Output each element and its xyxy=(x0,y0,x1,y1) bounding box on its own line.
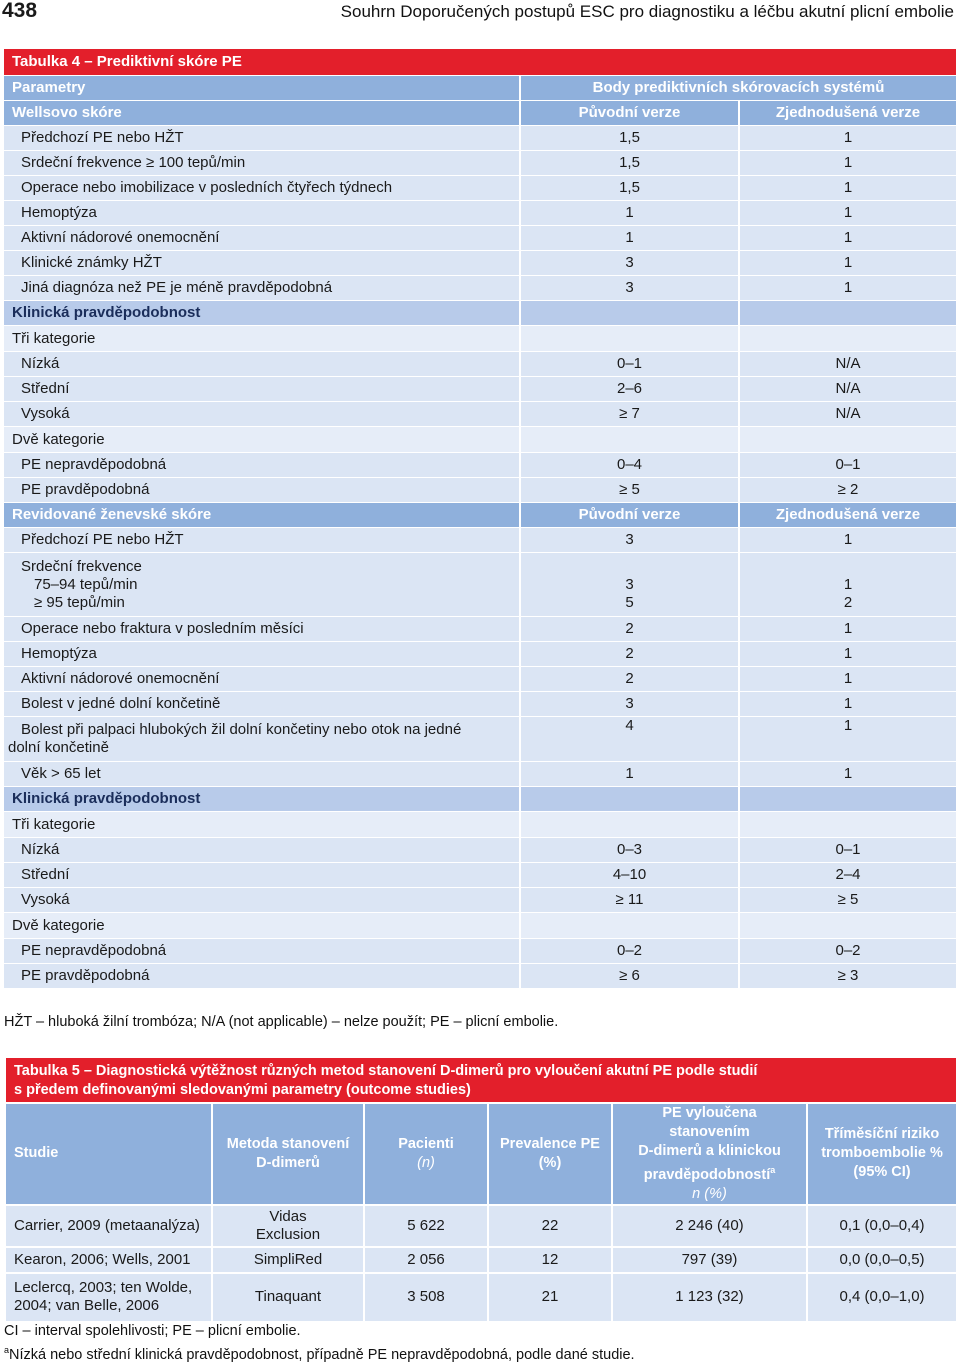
studie-cell: Leclercq, 2003; ten Wolde, 2004; van Belle, 2006 xyxy=(5,1273,212,1322)
simplified-version-cell: 1 xyxy=(739,226,956,251)
score-header-row xyxy=(4,503,956,528)
original-version-cell: 0–3 xyxy=(520,838,739,863)
table-row xyxy=(4,617,956,642)
parameter-cell: PE pravděpodobná xyxy=(4,964,520,989)
original-version-cell: 2 xyxy=(520,667,739,692)
original-version-cell: 3 xyxy=(520,528,739,553)
simplified-version-cell: N/A xyxy=(739,377,956,402)
simplified-version-cell: N/A xyxy=(739,352,956,377)
original-version-cell: 3 5 xyxy=(520,553,739,617)
running-title: Souhrn Doporučených postupů ESC pro diagnostiku a léčbu akutní plicní embolie xyxy=(340,2,954,21)
simplified-version-cell: 1 xyxy=(739,528,956,553)
studie-cell: Kearon, 2006; Wells, 2001 xyxy=(5,1247,212,1273)
table-4-predictive-scores xyxy=(4,48,956,989)
parameter-cell: Aktivní nádorové onemocnění xyxy=(4,226,520,251)
simplified-version-cell: 1 xyxy=(739,201,956,226)
original-version-cell: 4–10 xyxy=(520,863,739,888)
table-row xyxy=(4,176,956,201)
table-row xyxy=(4,888,956,913)
column-header-riziko: Tříměsíční riziko tromboembolie % (95% CI) xyxy=(807,1103,957,1205)
table-4-footnote: HŽT – hluboká žilní trombóza; N/A (not applicable) – nelze použít; PE – plicní embolie. xyxy=(4,1014,559,1030)
parameter-cell: Wellsovo skóre xyxy=(4,101,520,126)
table-row xyxy=(5,1205,957,1247)
simplified-version-cell: 0–1 xyxy=(739,453,956,478)
table-row xyxy=(4,126,956,151)
table-row xyxy=(4,553,956,617)
column-header-metoda: Metoda stanovení D-dimerů xyxy=(212,1103,364,1205)
column-header-parameters: Parametry xyxy=(4,76,520,101)
table-4-header-row xyxy=(4,76,956,101)
table-5-title: Tabulka 5 – Diagnostická výtěžnost různých metod stanovení D-dimerů pro vyloučení akutní PE podle studií s předem definovanými sledovanými parametry (outcome studies) xyxy=(5,1057,957,1103)
prevalence-cell: 12 xyxy=(488,1247,612,1273)
column-header-pacienti: Pacienti (n) xyxy=(364,1103,488,1205)
riziko-cell: 0,0 (0,0–0,5) xyxy=(807,1247,957,1273)
simplified-version-cell: 2–4 xyxy=(739,863,956,888)
column-header-points: Body prediktivních skórovacích systémů xyxy=(520,76,956,101)
table-row xyxy=(4,964,956,989)
original-version-cell xyxy=(520,812,739,838)
parameter-cell: PE nepravděpodobná xyxy=(4,453,520,478)
metoda-cell: SimpliRed xyxy=(212,1247,364,1273)
parameter-cell: Srdeční frekvence ≥ 100 tepů/min xyxy=(4,151,520,176)
parameter-cell: Jiná diagnóza než PE je méně pravděpodobná xyxy=(4,276,520,301)
column-header-studie: Studie xyxy=(5,1103,212,1205)
subsection-row xyxy=(4,812,956,838)
simplified-version-cell: ≥ 5 xyxy=(739,888,956,913)
vyloucena-cell: 2 246 (40) xyxy=(612,1205,807,1247)
simplified-version-cell: 1 xyxy=(739,617,956,642)
parameter-cell: Vysoká xyxy=(4,888,520,913)
parameter-cell: Hemoptýza xyxy=(4,642,520,667)
original-version-cell: 1 xyxy=(520,762,739,787)
simplified-version-cell: ≥ 3 xyxy=(739,964,956,989)
table-4-title-row xyxy=(4,49,956,76)
original-version-cell: 2 xyxy=(520,642,739,667)
simplified-version-cell: ≥ 2 xyxy=(739,478,956,503)
table-row xyxy=(4,251,956,276)
table-row xyxy=(4,453,956,478)
subsection-row xyxy=(4,427,956,453)
simplified-version-cell xyxy=(739,812,956,838)
pacienti-cell: 5 622 xyxy=(364,1205,488,1247)
original-version-cell: ≥ 5 xyxy=(520,478,739,503)
original-version-cell: 0–2 xyxy=(520,939,739,964)
subsection-row xyxy=(4,326,956,352)
table-row xyxy=(4,762,956,787)
original-version-cell: 1 xyxy=(520,201,739,226)
parameter-cell: Dvě kategorie xyxy=(4,427,520,453)
parameter-cell: PE pravděpodobná xyxy=(4,478,520,503)
parameter-cell: Srdeční frekvence 75–94 tepů/min ≥ 95 tepů/min xyxy=(4,553,520,617)
parameter-cell: Bolest v jedné dolní končetině xyxy=(4,692,520,717)
table-row xyxy=(5,1247,957,1273)
simplified-version-cell xyxy=(739,326,956,352)
parameter-cell: Bolest při palpaci hlubokých žil dolní končetiny nebo otok na jedné dolní končetině xyxy=(4,717,520,762)
parameter-cell: Věk > 65 let xyxy=(4,762,520,787)
simplified-version-cell: 1 xyxy=(739,176,956,201)
simplified-version-cell xyxy=(739,913,956,939)
parameter-cell: PE nepravděpodobná xyxy=(4,939,520,964)
vyloucena-cell: 1 123 (32) xyxy=(612,1273,807,1322)
parameter-cell: Dvě kategorie xyxy=(4,913,520,939)
original-version-cell: 0–1 xyxy=(520,352,739,377)
original-version-cell: 3 xyxy=(520,692,739,717)
metoda-cell: Tinaquant xyxy=(212,1273,364,1322)
original-version-cell xyxy=(520,326,739,352)
original-version-cell: 0–4 xyxy=(520,453,739,478)
simplified-version-cell: 1 xyxy=(739,692,956,717)
parameter-cell: Revidované ženevské skóre xyxy=(4,503,520,528)
pacienti-cell: 2 056 xyxy=(364,1247,488,1273)
parameter-cell: Klinická pravděpodobnost xyxy=(4,787,520,812)
table-row xyxy=(4,226,956,251)
simplified-version-cell: N/A xyxy=(739,402,956,427)
simplified-version-cell: 1 xyxy=(739,251,956,276)
table-row xyxy=(4,939,956,964)
original-version-cell: ≥ 6 xyxy=(520,964,739,989)
table-row xyxy=(4,667,956,692)
table-5-d-dimer-yield xyxy=(4,1056,958,1323)
table-4-title: Tabulka 4 – Prediktivní skóre PE xyxy=(4,49,956,76)
simplified-version-cell: 1 xyxy=(739,151,956,176)
parameter-cell: Klinické známky HŽT xyxy=(4,251,520,276)
prevalence-cell: 22 xyxy=(488,1205,612,1247)
parameter-cell: Hemoptýza xyxy=(4,201,520,226)
simplified-version-cell: 1 xyxy=(739,667,956,692)
table-row xyxy=(4,377,956,402)
simplified-version-cell: Zjednodušená verze xyxy=(739,503,956,528)
table-row xyxy=(4,863,956,888)
riziko-cell: 0,4 (0,0–1,0) xyxy=(807,1273,957,1322)
parameter-cell: Tři kategorie xyxy=(4,812,520,838)
original-version-cell: 1,5 xyxy=(520,176,739,201)
simplified-version-cell: 1 xyxy=(739,642,956,667)
studie-cell: Carrier, 2009 (metaanalýza) xyxy=(5,1205,212,1247)
table-row xyxy=(5,1273,957,1322)
vyloucena-cell: 797 (39) xyxy=(612,1247,807,1273)
original-version-cell: 1,5 xyxy=(520,151,739,176)
parameter-cell: Střední xyxy=(4,377,520,402)
parameter-cell: Aktivní nádorové onemocnění xyxy=(4,667,520,692)
simplified-version-cell: 1 2 xyxy=(739,553,956,617)
original-version-cell: 2–6 xyxy=(520,377,739,402)
original-version-cell: Původní verze xyxy=(520,503,739,528)
column-header-pe-vyloucena: PE vyloučena stanovením D-dimerů a klinickou pravděpodobností$^a$ n (%) xyxy=(612,1103,807,1205)
section-row xyxy=(4,301,956,326)
page-header xyxy=(0,0,960,26)
riziko-cell: 0,1 (0,0–0,4) xyxy=(807,1205,957,1247)
pacienti-cell: 3 508 xyxy=(364,1273,488,1322)
simplified-version-cell: Zjednodušená verze xyxy=(739,101,956,126)
table-row xyxy=(4,478,956,503)
original-version-cell: 3 xyxy=(520,251,739,276)
table-row xyxy=(4,838,956,863)
table-row xyxy=(4,642,956,667)
original-version-cell: 4 xyxy=(520,717,739,762)
table-row xyxy=(4,402,956,427)
original-version-cell: 2 xyxy=(520,617,739,642)
parameter-cell: Tři kategorie xyxy=(4,326,520,352)
original-version-cell xyxy=(520,301,739,326)
table-row xyxy=(4,151,956,176)
original-version-cell: Původní verze xyxy=(520,101,739,126)
parameter-cell: Nízká xyxy=(4,838,520,863)
parameter-cell: Operace nebo fraktura v posledním měsíci xyxy=(4,617,520,642)
simplified-version-cell: 1 xyxy=(739,126,956,151)
original-version-cell xyxy=(520,787,739,812)
simplified-version-cell xyxy=(739,427,956,453)
simplified-version-cell: 1 xyxy=(739,762,956,787)
parameter-cell: Klinická pravděpodobnost xyxy=(4,301,520,326)
metoda-cell: Vidas Exclusion xyxy=(212,1205,364,1247)
original-version-cell xyxy=(520,427,739,453)
original-version-cell: ≥ 7 xyxy=(520,402,739,427)
column-header-prevalence: Prevalence PE (%) xyxy=(488,1103,612,1205)
original-version-cell: ≥ 11 xyxy=(520,888,739,913)
parameter-cell: Operace nebo imobilizace v posledních čtyřech týdnech xyxy=(4,176,520,201)
table-row xyxy=(4,201,956,226)
table-row xyxy=(4,276,956,301)
table-5-footnote-1: CI – interval spolehlivosti; PE – plicní embolie. xyxy=(4,1323,301,1339)
section-row xyxy=(4,787,956,812)
simplified-version-cell xyxy=(739,787,956,812)
table-5-header-row xyxy=(5,1103,957,1205)
page-number: 438 xyxy=(2,0,38,22)
prevalence-cell: 21 xyxy=(488,1273,612,1322)
simplified-version-cell xyxy=(739,301,956,326)
simplified-version-cell: 1 xyxy=(739,276,956,301)
parameter-cell: Nízká xyxy=(4,352,520,377)
table-row xyxy=(4,717,956,762)
parameter-cell: Předchozí PE nebo HŽT xyxy=(4,126,520,151)
subsection-row xyxy=(4,913,956,939)
original-version-cell: 1,5 xyxy=(520,126,739,151)
simplified-version-cell: 0–2 xyxy=(739,939,956,964)
original-version-cell xyxy=(520,913,739,939)
score-header-row xyxy=(4,101,956,126)
table-row xyxy=(4,528,956,553)
simplified-version-cell: 1 xyxy=(739,717,956,762)
parameter-cell: Předchozí PE nebo HŽT xyxy=(4,528,520,553)
simplified-version-cell: 0–1 xyxy=(739,838,956,863)
table-5-footnote-2: $^a$Nízká nebo střední klinická pravděpodobnost, případně PE nepravděpodobná, podle dané studie. xyxy=(4,1345,635,1363)
original-version-cell: 1 xyxy=(520,226,739,251)
table-row xyxy=(4,352,956,377)
parameter-cell: Vysoká xyxy=(4,402,520,427)
original-version-cell: 3 xyxy=(520,276,739,301)
table-5-title-row xyxy=(5,1057,957,1103)
table-row xyxy=(4,692,956,717)
parameter-cell: Střední xyxy=(4,863,520,888)
